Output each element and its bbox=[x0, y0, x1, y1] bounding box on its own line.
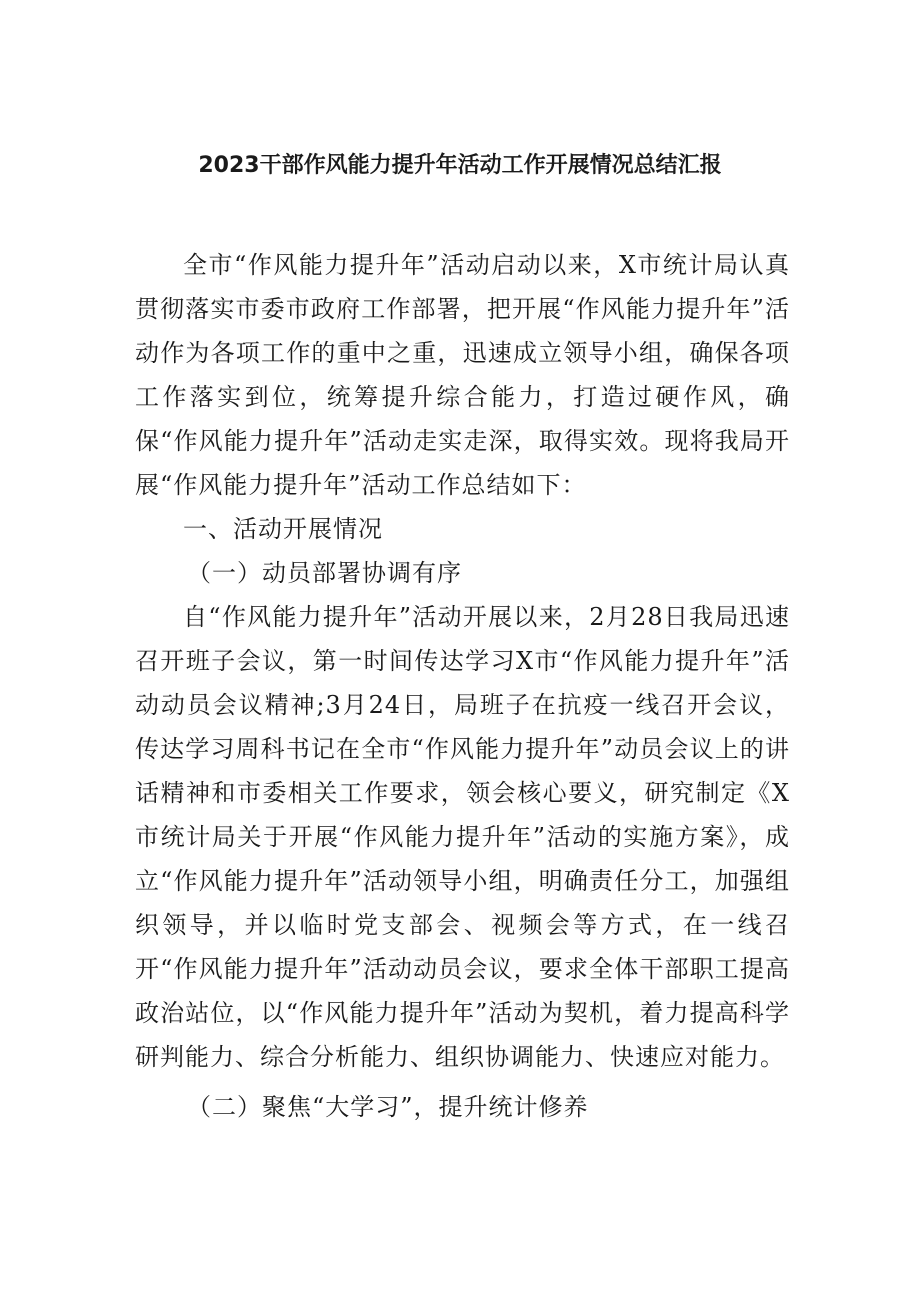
document-body bbox=[135, 243, 790, 1129]
section-heading-activities: 一、活动开展情况 bbox=[183, 515, 383, 543]
subsection-heading-mobilization: （一）动员部署协调有序 bbox=[187, 559, 462, 587]
mobilization-paragraph: 自“作风能力提升年”活动开展以来，2月28日我局迅速召开班子会议，第一时间传达学习X市“作风能力提升年”活动动员会议精神;3月24日，局班子在抗疫一线召开会议，传达学习周科书记在全市“作风能力提升年”动员会议上的讲话精神和市委相关工作要求，领会核心要义，研究制定《X市统计局关于开展“作风能力提升年”活动的实施方案》，成立“作风能力提升年”活动领导小组，明确责任分工，加强组织领导，并以临时党支部会、视频会等方式，在一线召开“作风能力提升年”活动动员会议，要求全体干部职工提高政治站位，以“作风能力提升年”活动为契机，着力提高科学研判能力、综合分析能力、组织协调能力、快速应对能力。 bbox=[135, 603, 790, 1071]
document-title: 2023干部作风能力提升年活动工作开展情况总结汇报 bbox=[198, 153, 722, 178]
subsection-heading-learning: （二）聚焦“大学习”，提升统计修养 bbox=[187, 1093, 589, 1121]
intro-paragraph: 全市“作风能力提升年”活动启动以来，X市统计局认真贯彻落实市委市政府工作部署，把开展“作风能力提升年”活动作为各项工作的重中之重，迅速成立领导小组，确保各项工作落实到位，统筹提升综合能力，打造过硬作风，确保“作风能力提升年”活动走实走深，取得实效。现将我局开展“作风能力提升年”活动工作总结如下： bbox=[135, 251, 790, 499]
